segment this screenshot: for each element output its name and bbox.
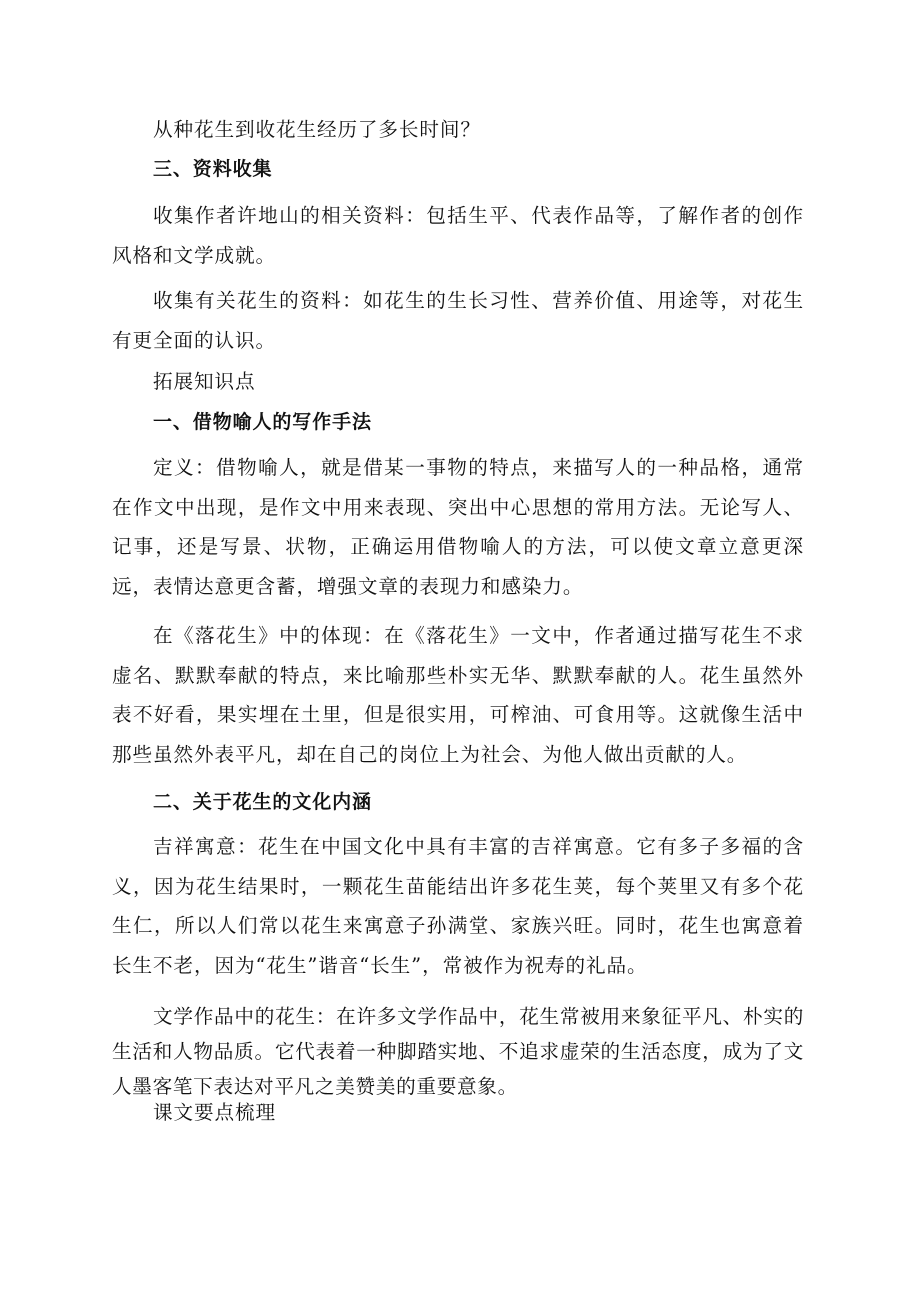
section-heading-metaphor: 一、借物喻人的写作手法 (153, 411, 372, 433)
definition-paragraph: 定义：借物喻人，就是借某一事物的特点，来描写人的一种品格，通常在作文中出现，是作文中用来表现、突出中心思想的常用方法。无论写人、记事，还是写景、状物，正确运用借物喻人的方法，可以使文章立意更深远，表情达意更含蓄，增强文章的表现力和感染力。 (112, 456, 804, 598)
summary-label: 课文要点梳理 (153, 1101, 276, 1124)
question-paragraph: 从种花生到收花生经历了多长时间？ (153, 118, 481, 141)
auspicious-paragraph: 吉祥寓意：花生在中国文化中具有丰富的吉祥寓意。它有多子多福的含义，因为花生结果时，一颗花生苗能结出许多花生荚，每个荚里又有多个花生仁，所以人们常以花生来寓意子孙满堂、家族兴旺。同时，花生也寓意着长生不老，因为“花生”谐音“长生”，常被作为祝寿的礼品。 (112, 835, 804, 977)
section-heading-research: 三、资料收集 (153, 158, 273, 180)
collect-author-paragraph: 收集作者许地山的相关资料：包括生平、代表作品等，了解作者的创作风格和文学成就。 (112, 204, 804, 267)
literature-paragraph: 文学作品中的花生：在许多文学作品中，花生常被用来象征平凡、朴实的生活和人物品质。它代表着一种脚踏实地、不追求虚荣的生活态度，成为了文人墨客笔下表达对平凡之美赞美的重要意象。 (112, 1005, 804, 1098)
collect-peanut-paragraph: 收集有关花生的资料：如花生的生长习性、营养价值、用途等，对花生有更全面的认识。 (112, 289, 804, 352)
extend-knowledge-label: 拓展知识点 (153, 370, 256, 393)
section-heading-culture: 二、关于花生的文化内涵 (153, 791, 372, 813)
in-text-paragraph: 在《落花生》中的体现：在《落花生》一文中，作者通过描写花生不求虚名、默默奉献的特点，来比喻那些朴实无华、默默奉献的人。花生虽然外表不好看，果实埋在土里，但是很实用，可榨油、可食用等。这就像生活中那些虽然外表平凡，却在自己的岗位上为社会、为他人做出贡献的人。 (112, 624, 804, 766)
